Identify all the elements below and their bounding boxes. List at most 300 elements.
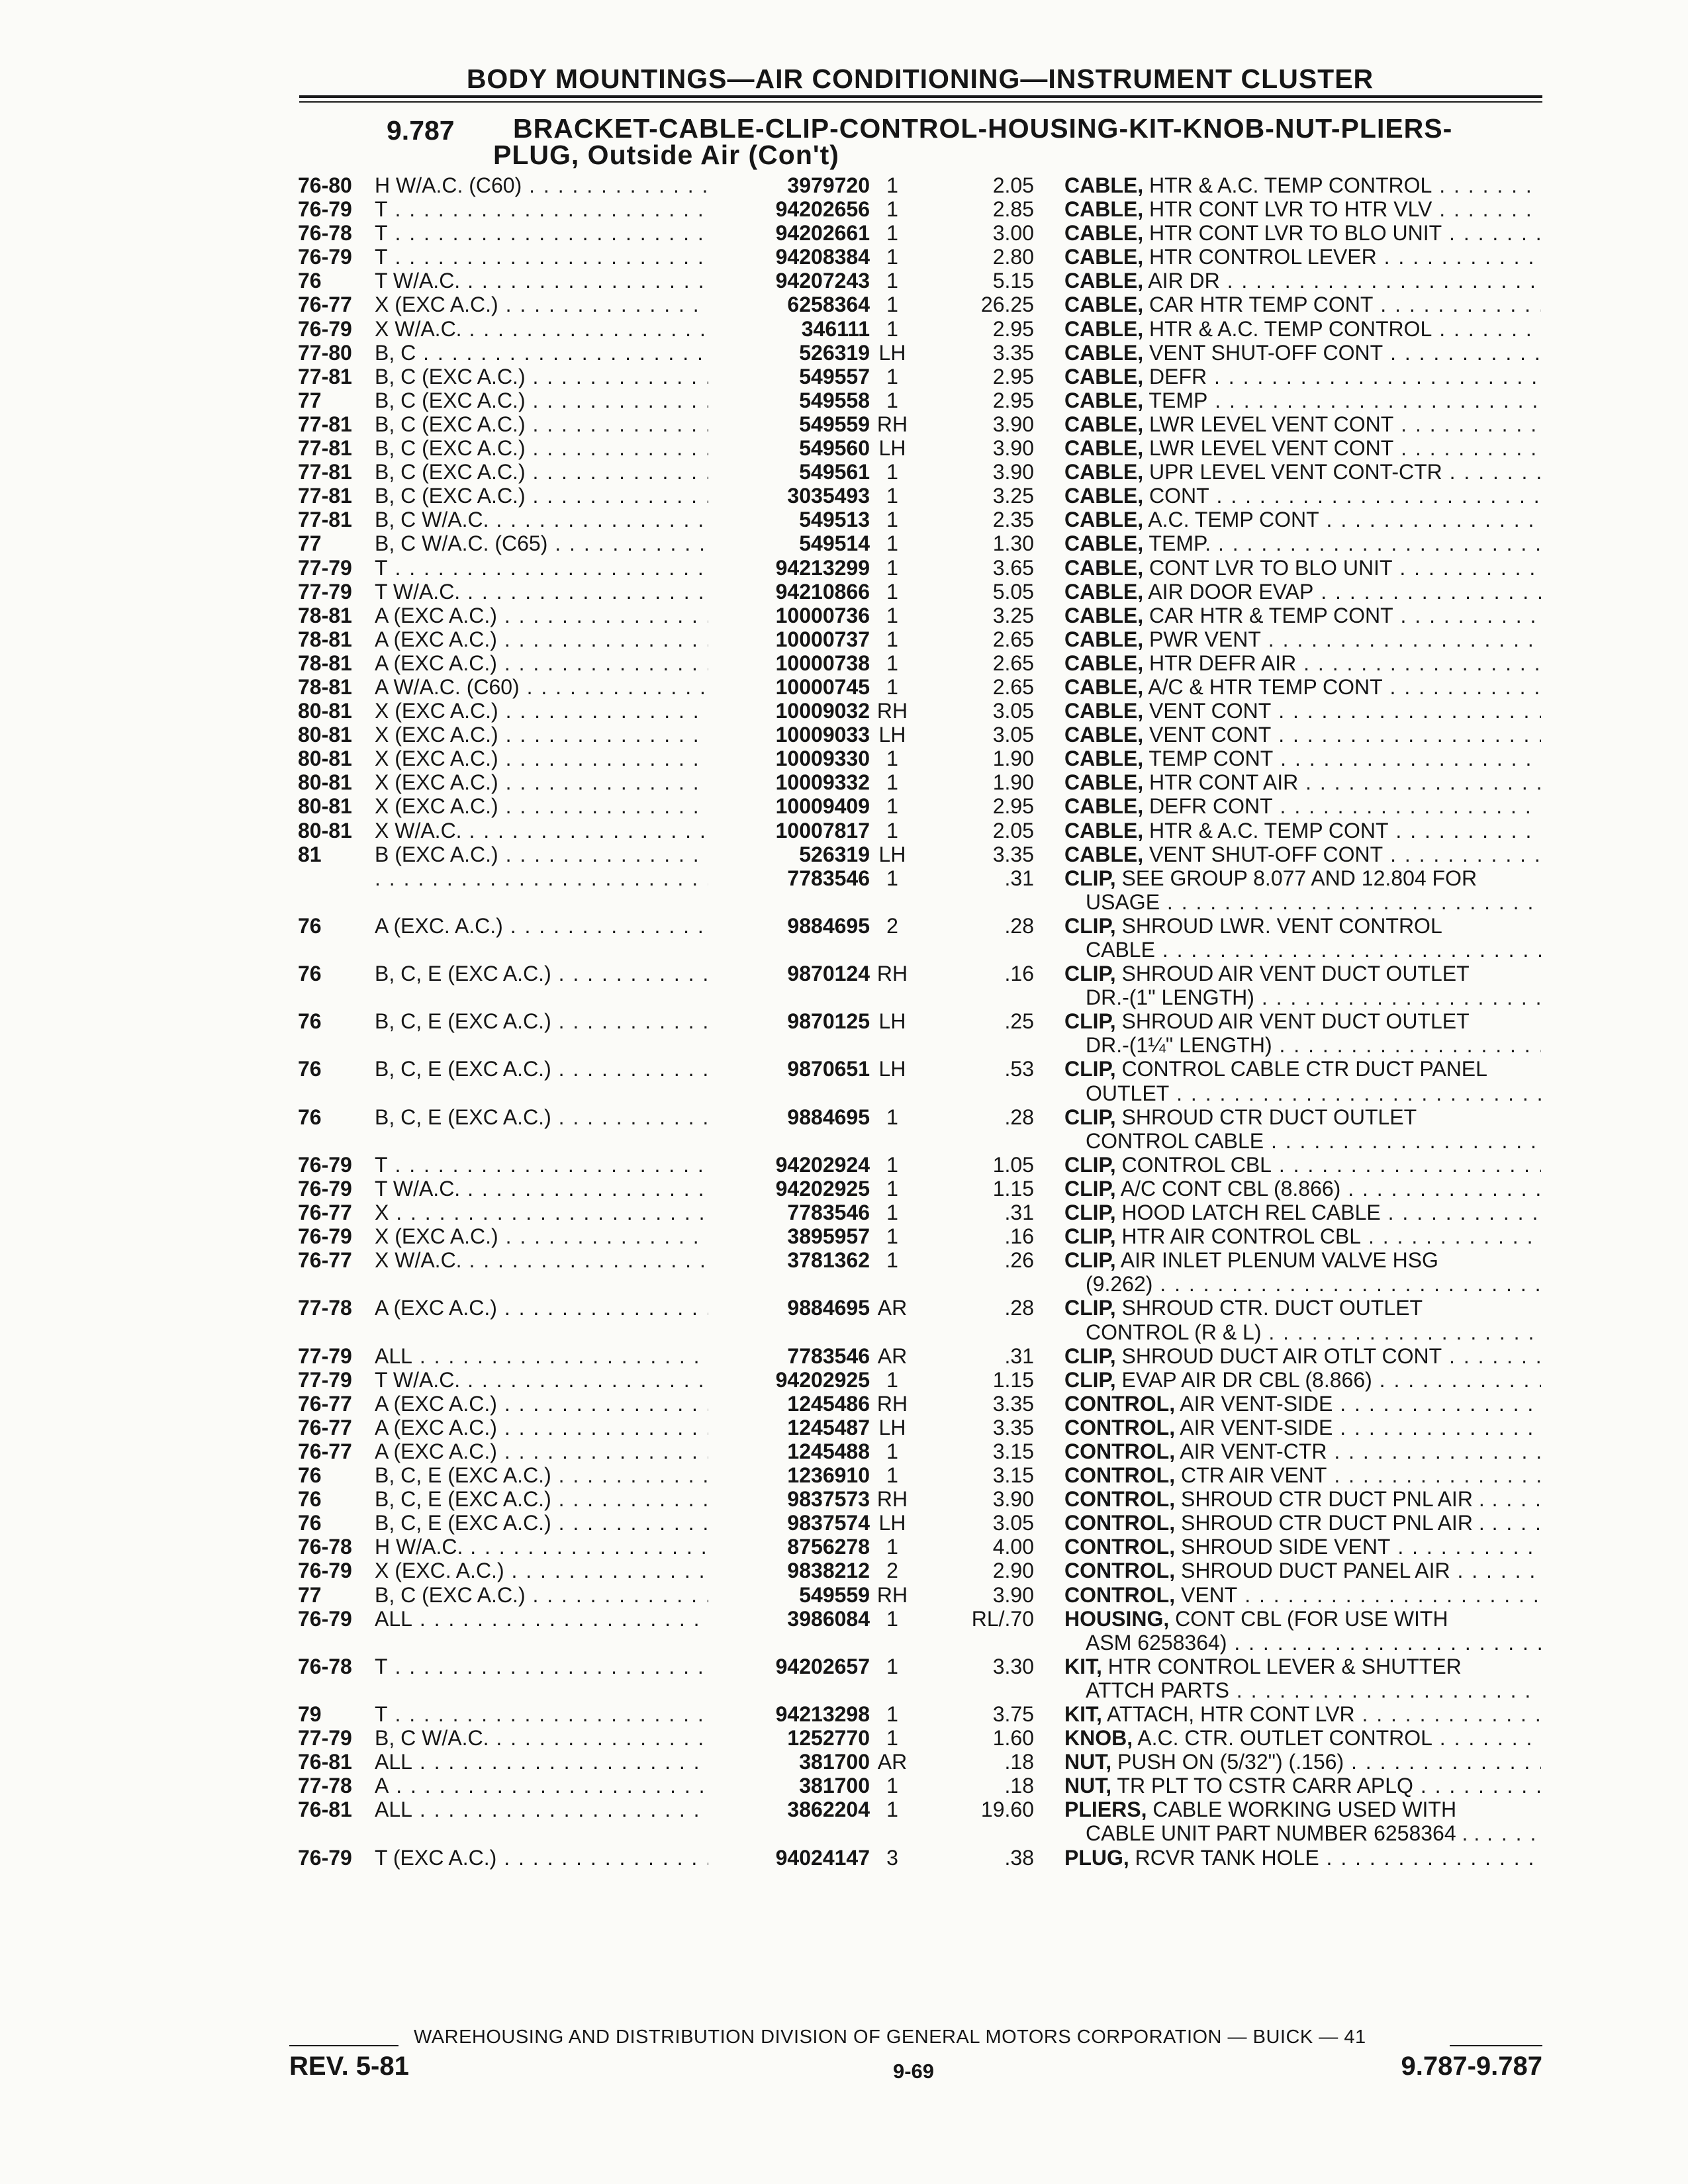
model-description: B, C, E (EXC A.C.) . . . (375, 1009, 732, 1033)
list-item (0, 1201, 1688, 1224)
list-item (0, 1511, 1688, 1535)
model-years: 78-81 (298, 651, 352, 675)
model-description: A (EXC A.C.) . . . (375, 651, 732, 675)
part-number: 3895957 (708, 1224, 870, 1248)
part-number: 549514 (708, 531, 870, 555)
quantity: 1 (886, 388, 898, 412)
model-years: 76-79 (298, 197, 352, 222)
model-years: 76-77 (298, 1391, 352, 1416)
model-years: 77-79 (298, 579, 352, 604)
part-name-detail: HTR CONT LVR TO BLO UNIT (1143, 221, 1442, 246)
list-item (0, 1559, 1688, 1582)
part-name-noun: CONTROL, (1064, 1463, 1176, 1488)
part-name-noun: CONTROL, (1064, 1487, 1176, 1512)
part-name-noun: CLIP, (1064, 1296, 1116, 1320)
part-number: 10000745 (708, 675, 870, 699)
part-name-noun: CABLE, (1064, 173, 1144, 197)
list-item (0, 1224, 1688, 1248)
list-item (0, 1057, 1688, 1081)
model-description: ALL . . . (375, 1344, 732, 1368)
list-item (0, 388, 1688, 412)
quantity: LH (878, 1009, 906, 1034)
model-description: T . . . (375, 197, 732, 221)
part-name-continued: OUTLET . . . (1086, 1081, 1541, 1105)
part-name (1064, 819, 1541, 842)
quantity: 1 (886, 484, 898, 508)
list-item (0, 675, 1688, 699)
model-description: B, C W/A.C. . . . (375, 1726, 732, 1750)
part-name-detail: SHROUD CTR DUCT OUTLET (1115, 1105, 1417, 1129)
part-name (1064, 1583, 1541, 1607)
quantity: LH (878, 340, 906, 365)
part-number: 1245486 (708, 1392, 870, 1416)
part-name-noun: CONTROL, (1064, 1391, 1176, 1416)
part-number: 9884695 (708, 1105, 870, 1129)
model-years: 80-81 (298, 818, 352, 842)
model-description: X W/A.C. . . . (375, 819, 732, 842)
part-name (1064, 221, 1541, 245)
price: 3.75 (992, 1702, 1034, 1726)
price: 1.60 (992, 1726, 1034, 1751)
price: .28 (1004, 913, 1034, 938)
part-number: 94024147 (708, 1846, 870, 1870)
price: 1.90 (992, 747, 1034, 771)
part-name (1064, 1105, 1541, 1129)
part-name-detail: A.C. TEMP CONT (1143, 508, 1319, 532)
part-name-continued: ASM 6258364) . . . (1086, 1631, 1541, 1655)
price: 3.05 (992, 723, 1034, 747)
price: 3.90 (992, 1487, 1034, 1512)
part-number: 346111 (708, 317, 870, 341)
part-number: 94202657 (708, 1655, 870, 1678)
part-name-detail: DEFR (1143, 364, 1207, 388)
quantity: 1 (886, 1606, 898, 1631)
quantity: 1 (886, 531, 898, 556)
list-item (0, 1177, 1688, 1201)
part-number: 9837573 (708, 1487, 870, 1511)
part-name-noun: CLIP, (1064, 1176, 1116, 1201)
part-name (1064, 1177, 1541, 1201)
price: 3.90 (992, 460, 1034, 484)
part-name-noun: CLIP, (1064, 1248, 1116, 1273)
part-number: 94202924 (708, 1153, 870, 1177)
price: 3.25 (992, 603, 1034, 627)
price: 2.95 (992, 316, 1034, 341)
quantity: 1 (886, 460, 898, 484)
price: 2.80 (992, 245, 1034, 269)
parts-list (0, 173, 1688, 1870)
list-item (0, 723, 1688, 747)
part-number: 94202656 (708, 197, 870, 221)
model-years: 78-81 (298, 627, 352, 651)
list-item (0, 436, 1688, 460)
part-name-detail: HTR & A.C. TEMP CONTROL (1143, 316, 1432, 341)
list-item (0, 221, 1688, 245)
model-description: X (EXC A.C.) . . . (375, 699, 732, 723)
part-name (1064, 1655, 1541, 1678)
quantity: 1 (886, 1105, 898, 1129)
model-years: 76 (298, 1463, 322, 1488)
price: .18 (1004, 1774, 1034, 1798)
list-item (0, 1487, 1688, 1511)
model-years: 76-77 (298, 1439, 352, 1463)
page-number: 9-69 (892, 2060, 935, 2083)
model-description: A (EXC A.C.) . . . (375, 1296, 732, 1320)
list-item (0, 484, 1688, 508)
price: 3.35 (992, 340, 1034, 365)
section-number: 9.787 (387, 115, 455, 146)
part-name-noun: CABLE, (1064, 508, 1144, 532)
quantity: RH (876, 962, 908, 986)
model-description: X (EXC A.C.) . . . (375, 723, 732, 747)
model-years: 76-77 (298, 1201, 352, 1225)
list-item (0, 269, 1688, 293)
quantity: 1 (886, 221, 898, 246)
model-description: ALL . . . (375, 1607, 732, 1631)
part-name (1064, 651, 1541, 675)
part-name-detail: SHROUD CTR DUCT PNL AIR . (1175, 1511, 1485, 1535)
quantity: LH (878, 1057, 906, 1081)
quantity: 1 (886, 818, 898, 842)
price: 3.25 (992, 484, 1034, 508)
quantity: 2 (886, 913, 898, 938)
list-item (0, 794, 1688, 818)
quantity: 1 (886, 197, 898, 222)
model-years: 77 (298, 388, 322, 412)
part-name-detail: AIR VENT-SIDE (1175, 1415, 1333, 1439)
list-item (0, 1846, 1688, 1870)
part-number: 1236910 (708, 1463, 870, 1487)
model-years: 77-81 (298, 436, 352, 461)
quantity: 1 (886, 316, 898, 341)
part-name-detail: RCVR TANK HOLE (1129, 1845, 1319, 1870)
list-item-continuation (0, 1320, 1688, 1344)
part-number: 10007817 (708, 819, 870, 842)
model-description: X W/A.C. . . . (375, 1248, 732, 1272)
model-years: 80-81 (298, 794, 352, 819)
quantity: 1 (886, 1654, 898, 1678)
price: 2.05 (992, 818, 1034, 842)
model-description: B (EXC A.C.) . . . (375, 842, 732, 866)
list-item (0, 293, 1688, 316)
part-name-noun: CABLE, (1064, 651, 1144, 675)
part-name (1064, 1009, 1541, 1033)
model-description: X (EXC A.C.) . . . (375, 1224, 732, 1248)
part-name-noun: CONTROL, (1064, 1559, 1176, 1583)
part-number: 94210866 (708, 580, 870, 604)
price: 3.05 (992, 1511, 1034, 1535)
list-item-continuation (0, 1821, 1688, 1845)
part-name-noun: CONTROL, (1064, 1582, 1176, 1607)
model-description: T . . . (375, 1153, 732, 1177)
footer-text: WAREHOUSING AND DISTRIBUTION DIVISION OF GENERAL MOTORS CORPORATION — BUICK — 41 (414, 2026, 1366, 2048)
part-name-detail: HTR & A.C. TEMP CONT (1143, 818, 1389, 842)
price: 3.35 (992, 842, 1034, 866)
part-name (1064, 245, 1541, 269)
part-name (1064, 269, 1541, 293)
part-name-detail: HTR CONT AIR (1143, 770, 1299, 795)
part-number: 9838212 (708, 1559, 870, 1582)
part-name-noun: CABLE, (1064, 245, 1144, 269)
section-title-line1: BRACKET-CABLE-CLIP-CONTROL-HOUSING-KIT-KNOB-NUT-PLIERS- (513, 113, 1453, 144)
price: 3.90 (992, 436, 1034, 461)
part-number: 3035493 (708, 484, 870, 508)
quantity: 1 (886, 866, 898, 890)
part-number: 9870651 (708, 1057, 870, 1081)
part-name (1064, 1439, 1541, 1463)
list-item (0, 1392, 1688, 1416)
quantity: 1 (886, 770, 898, 795)
part-name-noun: CLIP, (1064, 962, 1116, 986)
part-number: 94208384 (708, 245, 870, 269)
part-name-detail: A.C. CTR. OUTLET CONTROL (1133, 1726, 1432, 1751)
part-name (1064, 1368, 1541, 1392)
part-name-detail: HOOD LATCH REL CABLE (1115, 1201, 1381, 1225)
part-name-noun: CABLE, (1064, 221, 1144, 246)
part-name-noun: CABLE, (1064, 699, 1144, 723)
model-years: 76-79 (298, 1606, 352, 1631)
model-description: B, C, E (EXC A.C.) . . . (375, 1057, 732, 1081)
part-number: 9870125 (708, 1009, 870, 1033)
part-number: 526319 (708, 341, 870, 365)
part-name-detail: CONT LVR TO BLO UNIT (1143, 555, 1393, 580)
model-years: 76-79 (298, 245, 352, 269)
part-name (1064, 1535, 1541, 1559)
part-name-detail: CONTROL CABLE CTR DUCT PANEL (1115, 1057, 1487, 1081)
quantity: 1 (886, 627, 898, 651)
part-number: 94213298 (708, 1702, 870, 1726)
part-name-noun: CLIP, (1064, 1152, 1116, 1177)
quantity: 1 (886, 1201, 898, 1225)
model-description: B, C W/A.C. (C65) . . . (375, 531, 732, 555)
part-name-continued: CONTROL (R & L) . . . (1086, 1320, 1541, 1344)
price: .53 (1004, 1057, 1034, 1081)
part-name-detail: VENT CONT (1143, 699, 1272, 723)
price: 2.35 (992, 508, 1034, 532)
list-item (0, 962, 1688, 985)
part-name (1064, 962, 1541, 985)
part-number: 94213299 (708, 556, 870, 580)
list-item (0, 1463, 1688, 1487)
part-name-detail: CONT (1143, 484, 1209, 508)
list-item-continuation (0, 1272, 1688, 1296)
price: .31 (1004, 1201, 1034, 1225)
model-years: 76 (298, 1487, 322, 1512)
part-name-noun: CABLE, (1064, 627, 1144, 651)
model-description: H W/A.C. . . . (375, 1535, 732, 1559)
part-name-detail: CAR HTR TEMP CONT (1143, 293, 1374, 317)
section-title (493, 113, 1453, 170)
part-name-detail: AIR VENT-SIDE (1175, 1391, 1333, 1416)
part-number: 7783546 (708, 1344, 870, 1368)
part-name-noun: CABLE, (1064, 293, 1144, 317)
part-name-noun: HOUSING, (1064, 1606, 1170, 1631)
price: 2.65 (992, 651, 1034, 675)
part-name (1064, 1057, 1541, 1081)
model-description: T . . . (375, 556, 732, 580)
part-name-noun: CABLE, (1064, 316, 1144, 341)
quantity: 1 (886, 364, 898, 388)
part-name-noun: CABLE, (1064, 603, 1144, 627)
price: 2.05 (992, 173, 1034, 197)
part-name-continued: CABLE UNIT PART NUMBER 6258364 . . . . . (1086, 1821, 1541, 1845)
model-description: B, C (EXC A.C.) . . . (375, 484, 732, 508)
part-name (1064, 293, 1541, 316)
part-number: 549560 (708, 436, 870, 460)
part-name (1064, 1463, 1541, 1487)
quantity: 1 (886, 245, 898, 269)
model-description: B, C W/A.C. . . . (375, 508, 732, 531)
part-name-continued: (9.262) . . . (1086, 1272, 1541, 1296)
model-years: 78-81 (298, 603, 352, 627)
part-name-continued: CABLE . . . (1086, 938, 1541, 962)
model-years: 76-79 (298, 1845, 352, 1870)
part-name-noun: CABLE, (1064, 723, 1144, 747)
model-description: ALL . . . (375, 1750, 732, 1774)
quantity: 1 (886, 651, 898, 675)
part-name-noun: CLIP, (1064, 1201, 1116, 1225)
part-name-detail: PWR VENT (1143, 627, 1261, 651)
part-name (1064, 317, 1541, 341)
model-years: 81 (298, 842, 322, 866)
quantity: 1 (886, 1463, 898, 1488)
part-name-detail: A/C CONT CBL (8.866) (1115, 1176, 1341, 1201)
part-name (1064, 1487, 1541, 1511)
part-name-noun: KIT, (1064, 1654, 1102, 1678)
part-name-detail: HTR AIR CONTROL CBL (1115, 1224, 1362, 1249)
quantity: 1 (886, 1248, 898, 1273)
quantity: LH (878, 723, 906, 747)
part-number: 94202925 (708, 1177, 870, 1201)
model-description: B, C, E (EXC A.C.) . . . (375, 962, 732, 985)
quantity: 1 (886, 794, 898, 819)
part-name (1064, 341, 1541, 365)
part-name (1064, 914, 1541, 938)
list-item (0, 460, 1688, 484)
part-name-detail: VENT CONT (1143, 723, 1272, 747)
model-description: T (EXC A.C.) . . . (375, 1846, 732, 1870)
model-years: 76-80 (298, 173, 352, 197)
price: .28 (1004, 1296, 1034, 1320)
part-number: 549559 (708, 1583, 870, 1607)
part-name-detail: SHROUD CTR. DUCT OUTLET (1115, 1296, 1423, 1320)
list-item-continuation (0, 1631, 1688, 1655)
list-item (0, 1296, 1688, 1320)
list-item-continuation (0, 985, 1688, 1009)
quantity: AR (877, 1343, 908, 1368)
part-name (1064, 794, 1541, 818)
price: .18 (1004, 1750, 1034, 1774)
quantity: 1 (886, 1797, 898, 1822)
list-item (0, 1797, 1688, 1821)
footer-rule-right (1450, 2045, 1542, 2046)
quantity: RH (876, 699, 908, 723)
part-name (1064, 1797, 1541, 1821)
part-name-noun: CLIP, (1064, 1343, 1116, 1368)
model-description: B, C, E (EXC A.C.) . . . (375, 1105, 732, 1129)
part-name-noun: CABLE, (1064, 388, 1144, 412)
price: 5.05 (992, 579, 1034, 604)
list-item (0, 770, 1688, 794)
quantity: RH (876, 412, 908, 436)
list-item (0, 412, 1688, 436)
part-name-detail: CONT CBL (FOR USE WITH (1169, 1606, 1448, 1631)
part-number: 1245487 (708, 1416, 870, 1439)
quantity: 1 (886, 1726, 898, 1751)
list-item (0, 1105, 1688, 1129)
part-number: 3781362 (708, 1248, 870, 1272)
price: .31 (1004, 866, 1034, 890)
quantity: 1 (886, 1224, 898, 1249)
quantity: 1 (886, 1439, 898, 1463)
part-name (1064, 173, 1541, 197)
price: 1.90 (992, 770, 1034, 795)
part-number: 9884695 (708, 914, 870, 938)
model-description: T W/A.C. . . . (375, 1368, 732, 1392)
revision-date: REV. 5-81 (289, 2052, 409, 2081)
part-name-detail: SHROUD DUCT PANEL AIR (1175, 1559, 1450, 1583)
section-title-line2: PLUG, Outside Air (Con't) (493, 140, 839, 170)
part-name-detail: LWR LEVEL VENT CONT (1143, 436, 1394, 461)
part-name-detail: VENT SHUT-OFF CONT (1143, 340, 1383, 365)
part-name (1064, 484, 1541, 508)
model-description: B, C (EXC A.C.) . . . (375, 365, 732, 388)
part-name-detail: VENT SHUT-OFF CONT (1143, 842, 1383, 866)
part-name-noun: CONTROL, (1064, 1415, 1176, 1439)
part-number: 7783546 (708, 1201, 870, 1224)
part-name-detail: HTR CONTROL LEVER (1143, 245, 1377, 269)
part-name (1064, 531, 1541, 555)
model-years: 77-79 (298, 1343, 352, 1368)
part-name-noun: CLIP, (1064, 913, 1116, 938)
model-years: 76-78 (298, 1535, 352, 1559)
part-number: 3979720 (708, 173, 870, 197)
model-description: B, C (EXC A.C.) . . . (375, 1583, 732, 1607)
part-number: 549558 (708, 388, 870, 412)
part-name-detail: AIR INLET PLENUM VALVE HSG (1115, 1248, 1438, 1273)
price: RL/.70 (971, 1606, 1034, 1631)
part-name (1064, 604, 1541, 627)
part-name-detail: TEMP CONT (1143, 747, 1274, 771)
part-name (1064, 842, 1541, 866)
model-years: 77-79 (298, 1367, 352, 1392)
model-description (375, 866, 732, 890)
list-item (0, 341, 1688, 365)
part-name-noun: CONTROL, (1064, 1439, 1176, 1463)
quantity: 1 (886, 747, 898, 771)
price: 2.65 (992, 674, 1034, 699)
part-number: 94202925 (708, 1368, 870, 1392)
part-name-noun: CABLE, (1064, 269, 1144, 293)
part-name (1064, 388, 1541, 412)
list-item (0, 365, 1688, 388)
part-name-detail: HTR & A.C. TEMP CONTROL (1143, 173, 1432, 197)
part-name-detail: HTR DEFR AIR (1143, 651, 1297, 675)
model-years: 80-81 (298, 723, 352, 747)
model-years: 77 (298, 1582, 322, 1607)
list-item (0, 1583, 1688, 1607)
part-name-noun: CABLE, (1064, 340, 1144, 365)
part-name (1064, 1201, 1541, 1224)
part-name-detail: TR PLT TO CSTR CARR APLQ (1111, 1774, 1413, 1798)
footer-rule-left (289, 2045, 399, 2046)
part-number: 549561 (708, 460, 870, 484)
part-number: 3986084 (708, 1607, 870, 1631)
part-name-noun: KIT, (1064, 1702, 1102, 1726)
part-name (1064, 1416, 1541, 1439)
model-description: H W/A.C. (C60) . . . (375, 173, 732, 197)
part-name-noun: CONTROL, (1064, 1535, 1176, 1559)
